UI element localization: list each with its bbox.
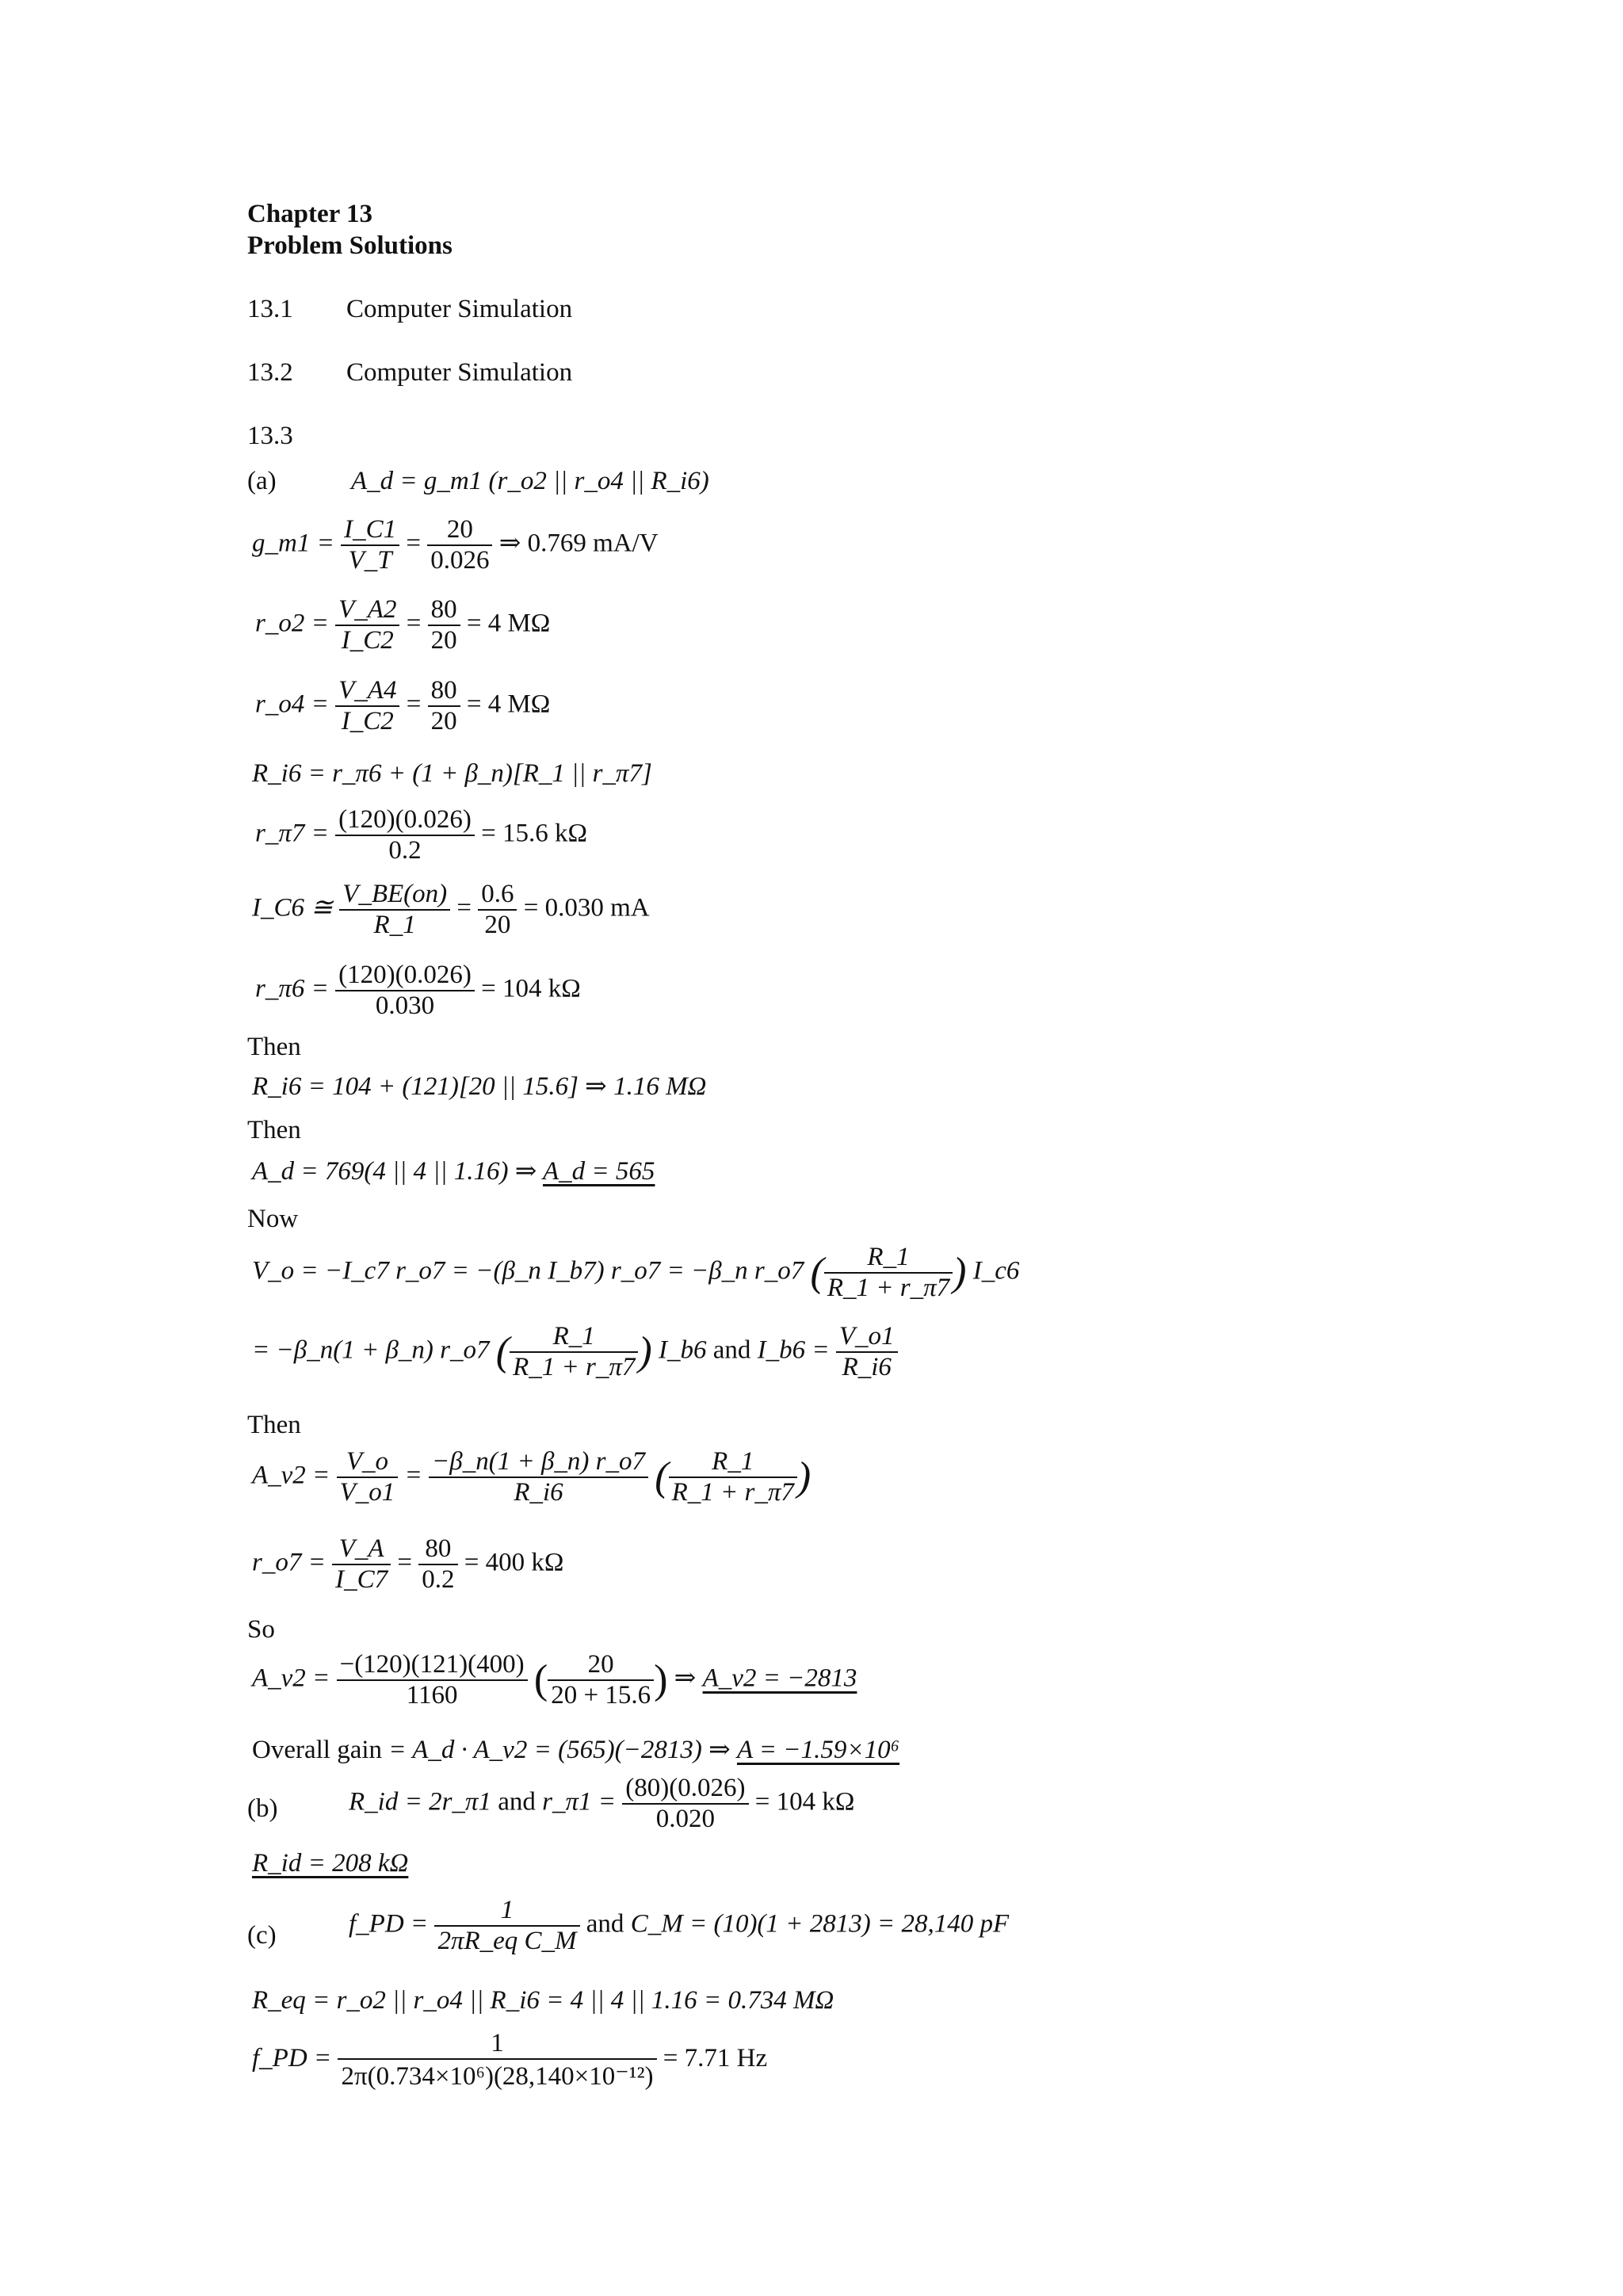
part-label-c: (c): [247, 1921, 277, 1950]
item-text: Computer Simulation: [346, 358, 573, 387]
eq-fpd-value: f_PD = $\frac{1}{\text{2π(0.734×10⁶)(28,140×10⁻¹²)}}$ = 7.71 Hz: [252, 2029, 768, 2091]
text-then: Then: [247, 1033, 301, 1061]
item-number: 13.2: [247, 358, 293, 387]
eq-req: R_eq = r_o2 || r_o4 || R_i6 = 4 || 4 || 1.16 = 0.734 MΩ: [252, 1986, 834, 2015]
eq-ro7: r_o7 = $\frac{V\_A}{I\_C7}$ = $\frac{80}{0.2}$ = 400 kΩ: [252, 1534, 564, 1594]
eq-rid: R_id = 2r_π1 and r_π1 = $\frac{(80)(0.026)}{0.020}$ = 104 kΩ: [349, 1774, 855, 1833]
eq-av2-value: A_v2 = $\frac{-(120)(121)(400)}{1160}$ ( $\frac{20}{20 + 15.6}$ ) ⇒ A_v2 = −2813: [252, 1650, 857, 1710]
eq-ro4: r_o4 = $\frac{V\_A4}{I\_C2}$ = $\frac{80}{20}$ = 4 MΩ: [255, 676, 551, 735]
chapter-heading: Chapter 13: [247, 200, 372, 228]
eq-ad-definition: A_d = g_m1 (r_o2 || r_o4 || R_i6): [351, 467, 709, 495]
eq-ri6-definition: R_i6 = r_π6 + (1 + β_n)[R_1 || r_π7]: [252, 759, 652, 788]
eq-fpd-definition: f_PD = $\frac{1}{\text{2πR\_eq C\_M}}$ and C_M = (10)(1 + 2813) = 28,140 pF: [349, 1896, 1010, 1955]
eq-rid-value: R_id = 208 kΩ: [252, 1849, 409, 1878]
text-so: So: [247, 1615, 275, 1644]
part-label-b: (b): [247, 1794, 278, 1823]
result-ad: A_d = 565: [543, 1157, 655, 1186]
eq-vo-line2: = −β_n(1 + β_n) r_o7 ( $\frac{R\_1}{R\_1 + r\_\pi 7}$ ) I_b6 and I_b6 = $\frac{V\_o1}{R\_i6}$: [252, 1322, 898, 1382]
part-label-a: (a): [247, 467, 277, 495]
text-then: Then: [247, 1411, 301, 1439]
text-now: Now: [247, 1205, 299, 1233]
eq-av2-definition: A_v2 = $\frac{V\_o}{V\_o1}$ = $\frac{-\beta\_n(1 + \beta\_n) r\_o7}{R\_i6}$ ( $\frac{R\_1}{R\_1 + r\_\pi 7}$ ): [252, 1447, 812, 1507]
eq-overall-gain: Overall gain = A_d · A_v2 = (565)(−2813) ⇒ A = −1.59×10⁶: [252, 1736, 900, 1764]
eq-rpi6: r_π6 = $\frac{(120)(0.026)}{0.030}$ = 104 kΩ: [255, 961, 581, 1020]
text-then: Then: [247, 1116, 301, 1144]
eq-ro2: r_o2 = $\frac{V\_A2}{I\_C2}$ = $\frac{80}{20}$ = 4 MΩ: [255, 595, 551, 655]
eq-rpi7: r_π7 = $\frac{(120)(0.026)}{0.2}$ = 15.6 kΩ: [255, 805, 588, 865]
eq-ad-value: A_d = 769(4 || 4 || 1.16) ⇒ A_d = 565: [252, 1157, 655, 1186]
eq-ri6-value: R_i6 = 104 + (121)[20 || 15.6] ⇒ 1.16 MΩ: [252, 1072, 707, 1101]
subtitle-heading: Problem Solutions: [247, 231, 453, 260]
result-overall: A = −1.59×10⁶: [736, 1736, 900, 1764]
item-text: Computer Simulation: [346, 295, 573, 323]
eq-ic6: I_C6 ≅ $\frac{V\_BE(on)}{R\_1}$ = $\frac{0.6}{20}$ = 0.030 mA: [252, 880, 650, 939]
eq-gm1: g_m1 = $\frac{I\_C1}{V\_T}$ = $\frac{20}{0.026}$ ⇒ 0.769 mA/V: [252, 515, 659, 575]
result-av2: A_v2 = −2813: [702, 1664, 857, 1693]
problem-number: 13.3: [247, 422, 293, 450]
item-number: 13.1: [247, 295, 293, 323]
eq-vo-line1: V_o = −I_c7 r_o7 = −(β_n I_b7) r_o7 = −β_n r_o7 ( $\frac{R\_1}{R\_1 + r\_\pi 7}$ ) I_c6: [252, 1243, 1020, 1302]
